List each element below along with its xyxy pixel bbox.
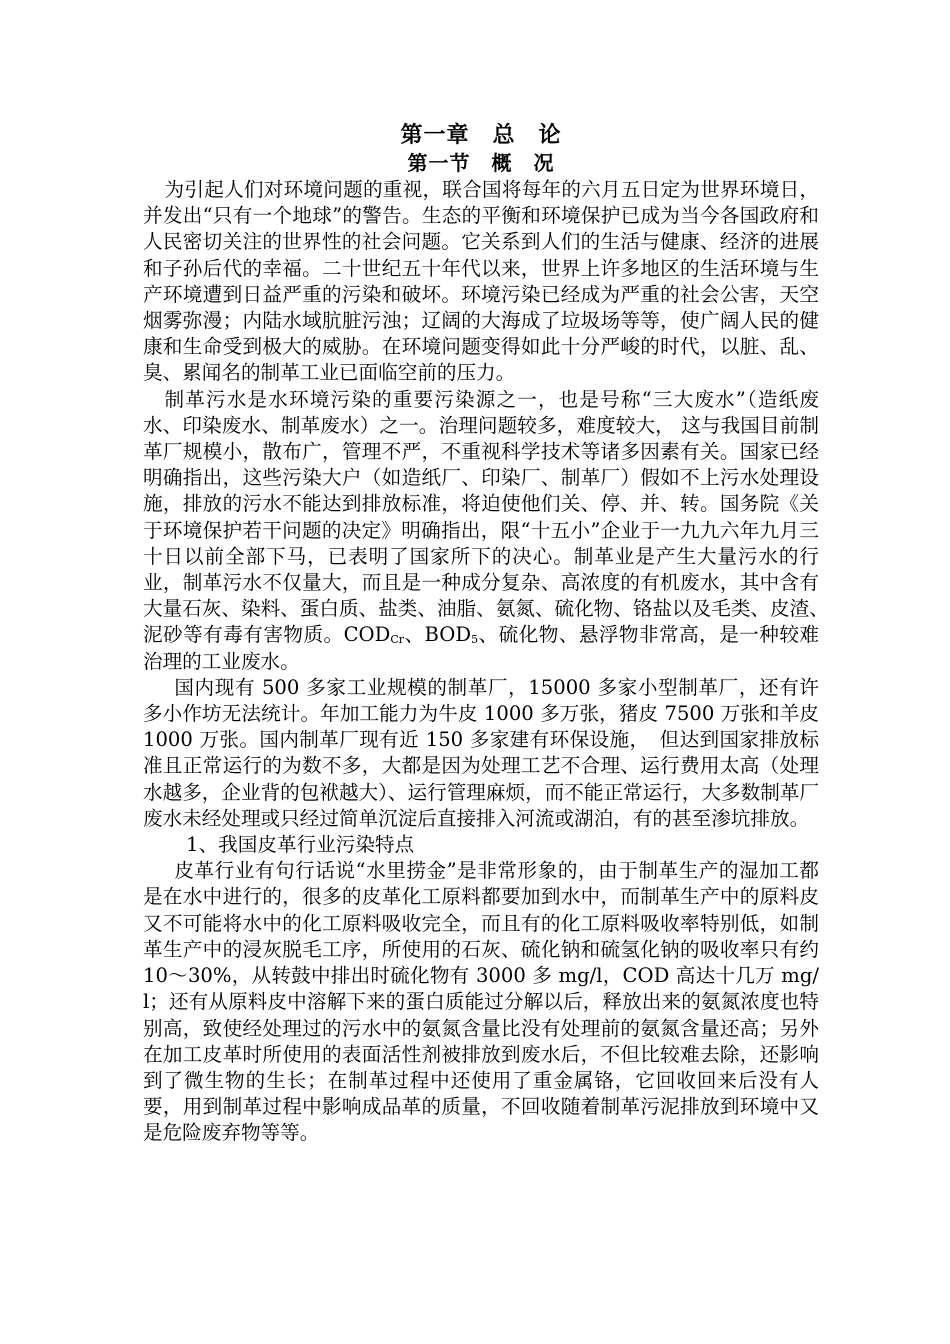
paragraph-tannery-wastewater (143, 387, 839, 675)
bod-subscript: 5 (471, 633, 479, 647)
paragraph-environment-day: 为引起人们对环境问题的重视，联合国将每年的六月五日定为世界环境日，并发出“只有一个地球”的警告。生态的平衡和环境保护已成为当今各国政府和人民密切关注的世界性的社会问题。它关系到人们的生活与健康、经济的进展和子孙后代的幸福。二十世纪五十年代以来，世界上许多地区的生活环境与生产环境遭到日益严重的污染和破坏。环境污染已经成为严重的社会公害，天空烟雾弥漫；内陆水域肮脏污浊；辽阔的大海成了垃圾场等等，使广阔人民的健康和生命受到极大的威胁。在环境问题变得如此十分严峻的时代，以脏、乱、臭、累闻名的制革工业已面临空前的压力。 (143, 178, 819, 385)
section-title: 第一节 概 况 (407, 151, 555, 175)
paragraph-domestic-tanneries: 国内现有 500 多家工业规模的制革厂，15000 多家小型制革厂，还有许多小作坊无法统计。年加工能力为牛皮 1000 多万张，猪皮 7500 万张和羊皮 1000 万张。国内制革厂现有近 150 多家建有环保设施， 但达到国家排放标准且正常运行的为数不多，大都是因为处理工艺不合理、运行费用太高（处理水越多，企业背的包袱越大）、运行管理麻烦，而不能正常运行，大多数制革厂废水未经处理或只经过简单沉淀后直接排入河流或湖泊，有的甚至渗坑排放。 (143, 675, 819, 830)
cod-label: COD (343, 623, 391, 647)
paragraph-tannery-wastewater-tail: 、硫化物、悬浮物非常高，是一种较难治理的工业废水。 (143, 623, 820, 673)
cod-subscript: Cr (390, 633, 405, 647)
bod-label: 、BOD (404, 623, 472, 647)
paragraph-pollution-characteristics: 皮革行业有句行话说“水里捞金”是非常形象的，由于制革生产的湿加工都是在水中进行的，很多的皮革化工原料都要加到水中，而制革生产中的原料皮又不可能将水中的化工原料吸收完全，而且有的化工原料吸收率特别低，如制革生产中的浸灰脱毛工序，所使用的石灰、硫化钠和硫氢化钠的吸收率只有约 10～30%，从转鼓中排出时硫化物有 3000 多 mg/l，COD 高达十几万 mg/l；还有从原料皮中溶解下来的蛋白质能过分解以后，释放出来的氨氮浓度也特别高，致使经处理过的污水中的氨氮含量比没有处理前的氨氮含量还高；另外在加工皮革时所使用的表面活性剂被排放到废水后，不但比较难去除，还影响到了微生物的生长；在制革过程中还使用了重金属铬，它回收回来后没有人要，用到制革过程中影响成品革的质量，不回收随着制革污泥排放到环境中又是危险废弃物等等。 (143, 859, 819, 1145)
chapter-title: 第一章 总 论 (400, 122, 562, 148)
document-body (143, 120, 839, 1147)
paragraph-tannery-wastewater-main: 制革污水是水环境污染的重要污染源之一，也是号称“三大废水”（造纸废水、印染废水、制革废水）之一。治理问题较多，难度较大， 这与我国目前制革厂规模小，散布广，管理不严，不重视科学技术等诸多因素有关。国家已经明确指出，这些污染大户（如造纸厂、印染厂、制革厂）假如不上污水处理设施，排放的污水不能达到排放标准，将迫使他们关、停、并、转。国务院《关于环境保护若干问题的决定》明确指出，限“十五小”企业于一九九六年九月三十日以前全部下马，已表明了国家所下的决心。制革业是产生大量污水的行业，制革污水不仅量大，而且是一种成分复杂、高浓度的有机废水，其中含有大量石灰、染料、蛋白质、盐类、油脂、氨氮、硫化物、铬盐以及毛类、皮渣、 泥砂等有毒有害物质。 (143, 387, 839, 647)
subheading-pollution-characteristics: 1、我国皮革行业污染特点 (186, 833, 415, 857)
